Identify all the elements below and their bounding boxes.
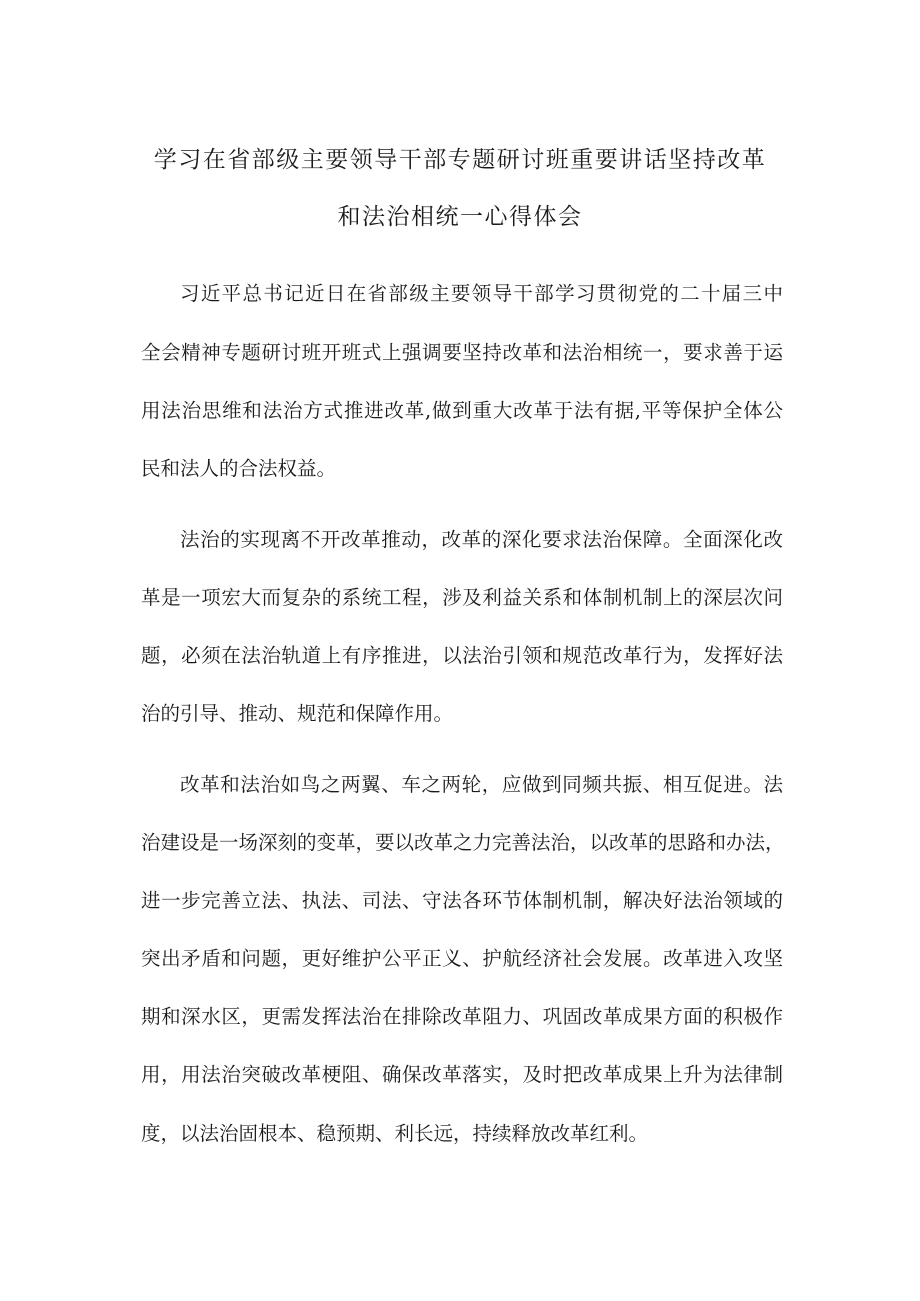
paragraph-1-line-4: 民和法人的合法权益。 [141,457,337,480]
paragraph-3-line-6: 用，用法治突破改革梗阻、确保改革落实，及时把改革成果上升为法律制 [141,1063,783,1086]
paragraph-3-line-7: 度，以法治固根本、稳预期、利长远，持续释放改革红利。 [141,1122,649,1145]
paragraph-2-line-1: 法治的实现离不开改革推动，改革的深化要求法治保障。全面深化改 [180,528,783,551]
document-title-line-1: 学习在省部级主要领导干部专题研讨班重要讲话坚持改革 [153,147,767,173]
paragraph-3-line-2: 治建设是一场深刻的变革，要以改革之力完善法治，以改革的思路和办法， [141,831,785,854]
document-title-line-2: 和法治相统一心得体会 [337,204,583,230]
paragraph-3-line-1: 改革和法治如鸟之两翼、车之两轮，应做到同频共振、相互促进。法 [180,773,783,796]
paragraph-1-line-2: 全会精神专题研讨班开班式上强调要坚持改革和法治相统一，要求善于运 [141,341,783,364]
paragraph-2-line-4: 治的引导、推动、规范和保障作用。 [141,702,454,725]
paragraph-3-line-3: 进一步完善立法、执法、司法、守法各环节体制机制，解决好法治领域的 [141,889,783,912]
paragraph-1-line-1: 习近平总书记近日在省部级主要领导干部学习贯彻党的二十届三中 [180,282,783,305]
paragraph-3-line-5: 期和深水区，更需发挥法治在排除改革阻力、巩固改革成果方面的积极作 [141,1005,783,1028]
paragraph-1-line-3: 用法治思维和法治方式推进改革,做到重大改革于法有据,平等保护全体公 [141,399,783,422]
paragraph-2-line-2: 革是一项宏大而复杂的系统工程，涉及利益关系和体制机制上的深层次问 [141,586,783,609]
paragraph-2-line-3: 题，必须在法治轨道上有序推进，以法治引领和规范改革行为，发挥好法 [141,644,783,667]
paragraph-3-line-4: 突出矛盾和问题，更好维护公平正义、护航经济社会发展。改革进入攻坚 [141,947,783,970]
